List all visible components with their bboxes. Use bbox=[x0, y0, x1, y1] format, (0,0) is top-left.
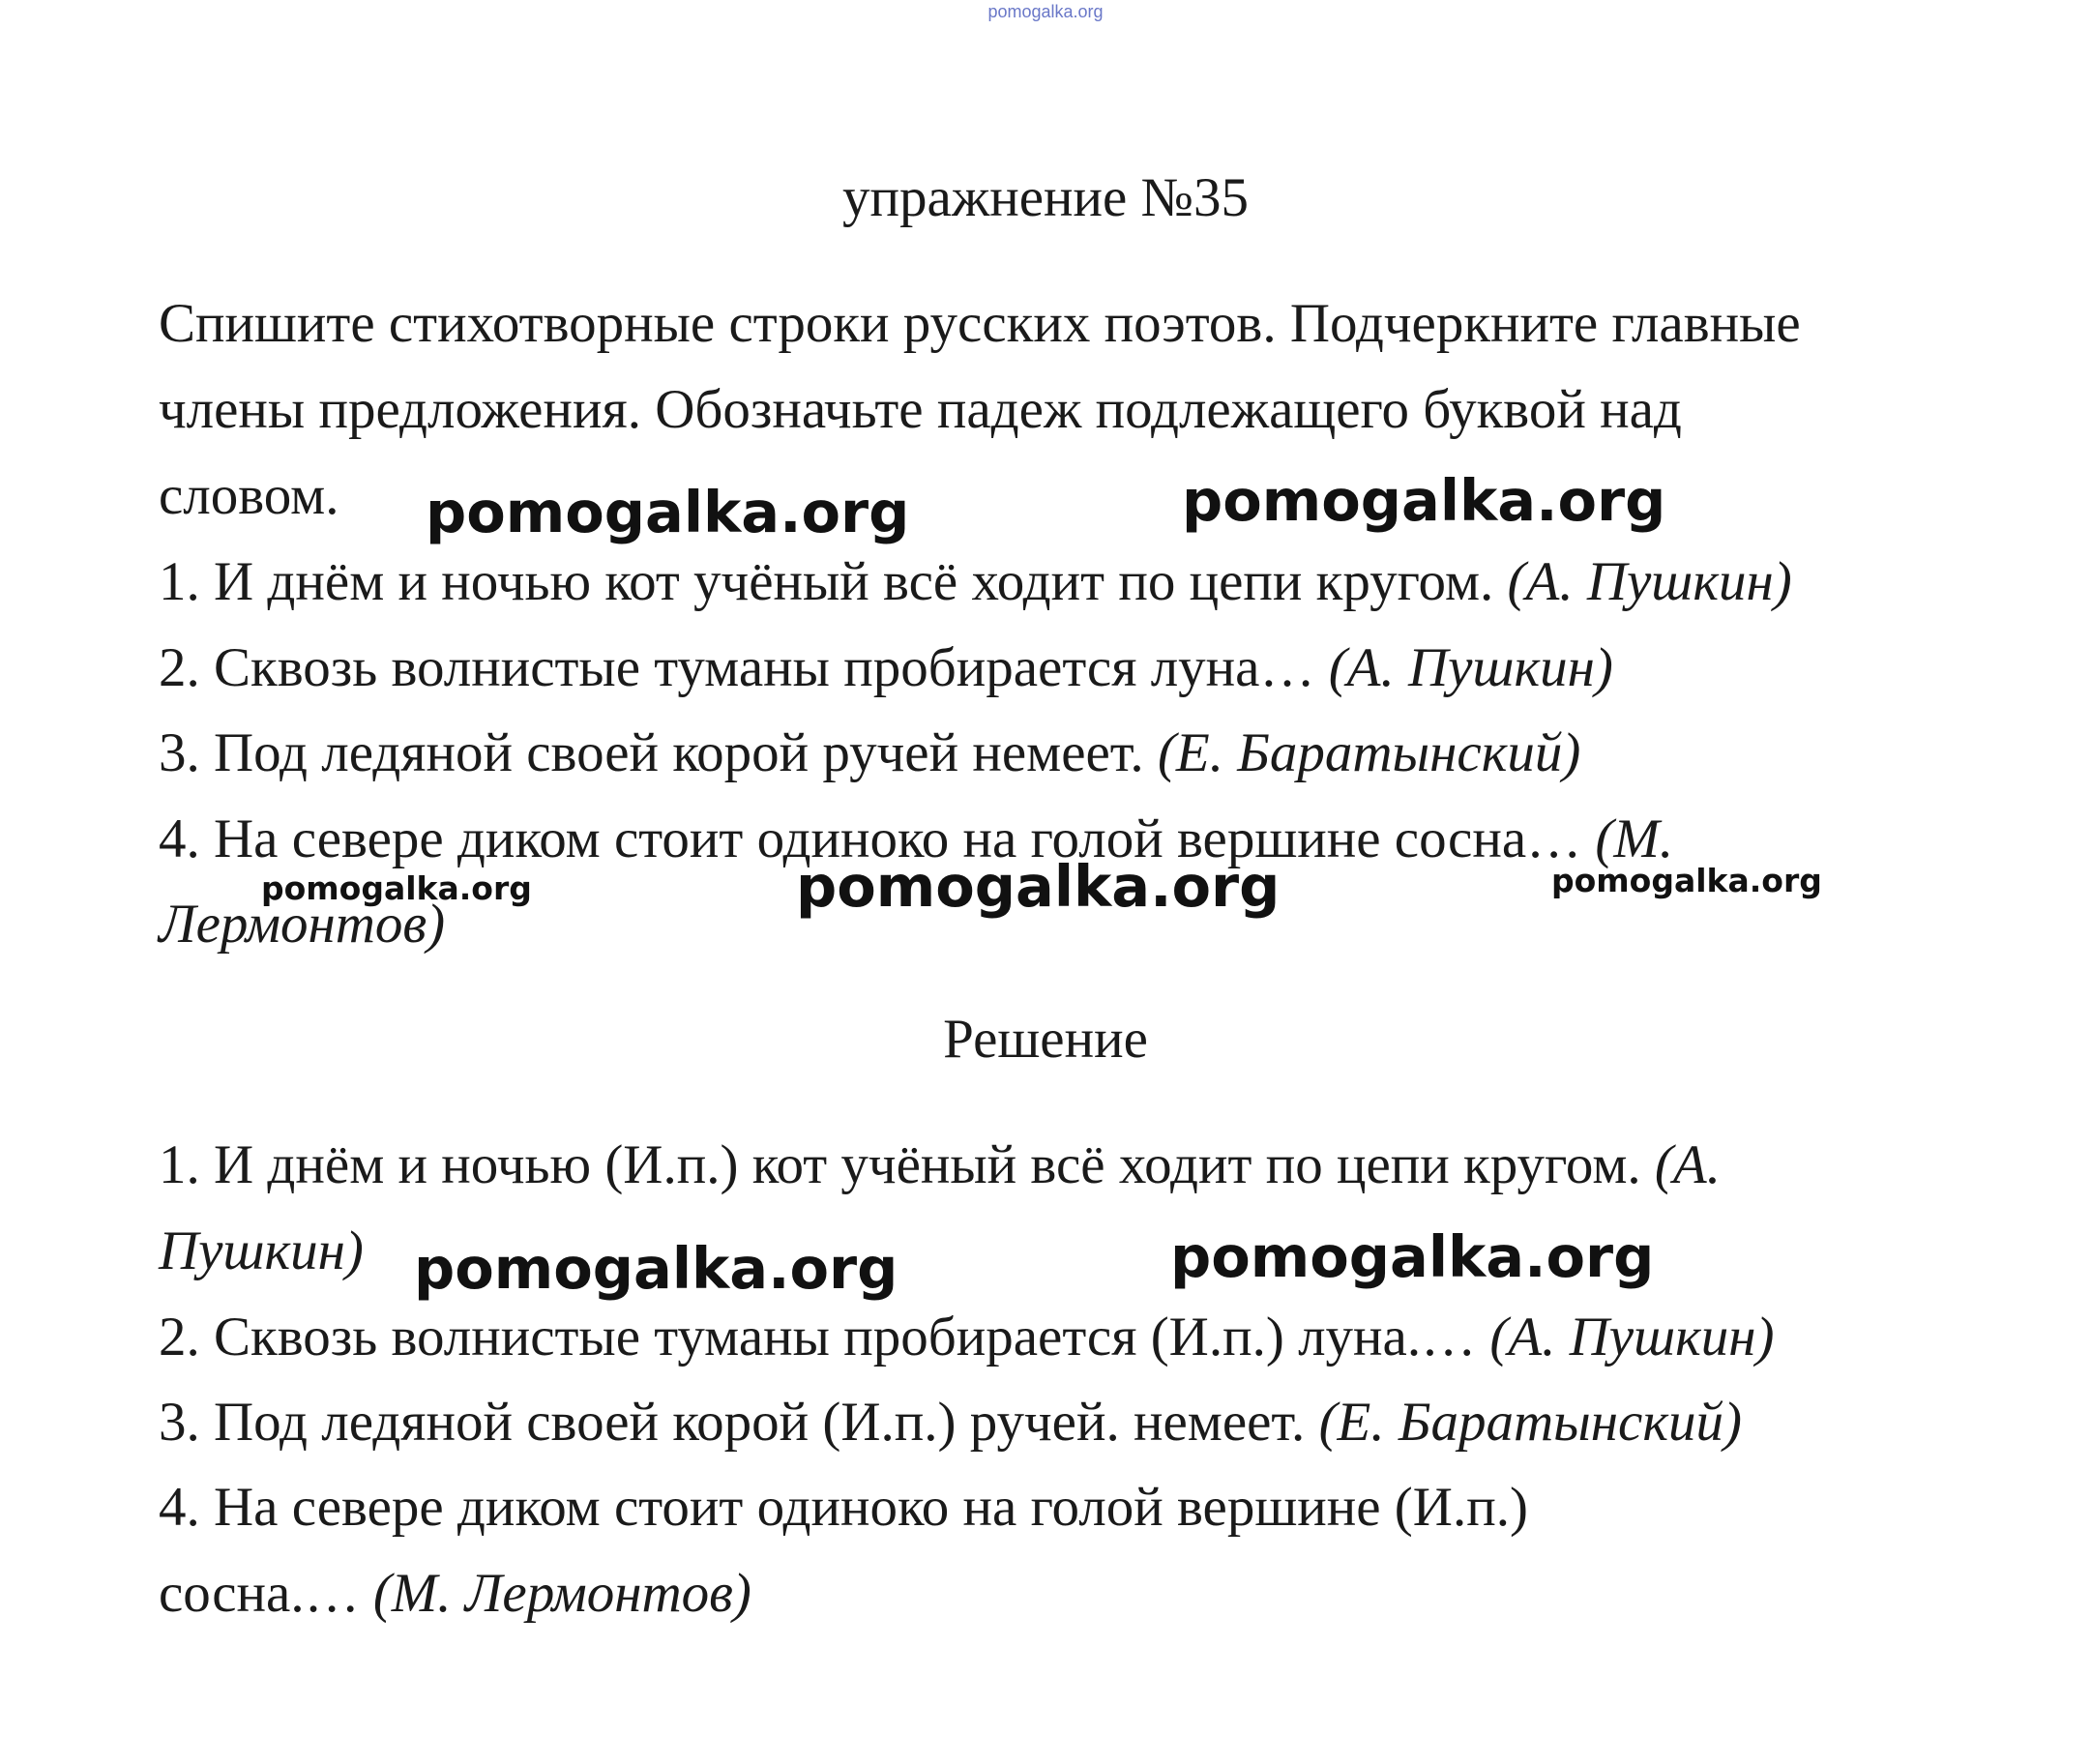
exercise-item-1 bbox=[159, 551, 1792, 612]
solution-item-2-author: (А. Пушкин) bbox=[1489, 1307, 1775, 1367]
top-watermark: pomogalka.org bbox=[987, 2, 1104, 21]
exercise-item-4-author-part2: Лермонтов) bbox=[159, 894, 446, 955]
solution-item-2 bbox=[159, 1309, 1775, 1365]
exercise-item-2-author: (А. Пушкин) bbox=[1328, 637, 1613, 698]
exercise-item-1-author: (А. Пушкин) bbox=[1507, 551, 1792, 612]
watermark: pomogalka.org bbox=[426, 479, 910, 545]
solution-item-3 bbox=[159, 1392, 1742, 1453]
exercise-item-3 bbox=[159, 722, 1581, 783]
solution-item-4-author: (М. Лермонтов) bbox=[372, 1563, 751, 1624]
exercise-item-1-text: 1. И днём и ночью кот учёный всё ходит по цепи кругом. bbox=[159, 551, 1494, 612]
solution-item-1 bbox=[159, 1134, 1721, 1195]
exercise-item-3-text: 3. Под ледяной своей корой ручей немеет. bbox=[159, 722, 1144, 783]
solution-item-1-author-part2: Пушкин) bbox=[159, 1220, 364, 1281]
task-line-3: словом. bbox=[159, 465, 339, 526]
exercise-item-2-text: 2. Сквозь волнистые туманы пробирается луна… bbox=[159, 637, 1315, 698]
exercise-item-3-author: (Е. Баратынский) bbox=[1157, 722, 1581, 783]
task-line-2: члены предложения. Обозначьте падеж подлежащего буквой над bbox=[159, 379, 1682, 440]
watermark: pomogalka.org bbox=[796, 853, 1281, 920]
page-title: упражнение №35 bbox=[842, 167, 1249, 228]
solution-item-4: 4. На севере диком стоит одиноко на голой вершине (И.п.) bbox=[159, 1477, 1528, 1538]
solution-item-1-author-part1: (А. bbox=[1654, 1134, 1721, 1195]
solution-item-2-text: 2. Сквозь волнистые туманы пробирается (И.п.) луна.… bbox=[159, 1307, 1477, 1367]
solution-item-3-text: 3. Под ледяной своей корой (И.п.) ручей. немеет. bbox=[159, 1392, 1306, 1453]
watermark: pomogalka.org bbox=[1551, 862, 1822, 899]
solution-item-4-cont bbox=[159, 1563, 751, 1624]
watermark: pomogalka.org bbox=[1182, 467, 1666, 534]
watermark: pomogalka.org bbox=[261, 869, 532, 907]
solution-item-4-text-cont: сосна.… bbox=[159, 1563, 360, 1624]
exercise-item-4-author-part1: (М. bbox=[1595, 808, 1674, 869]
solution-item-3-author: (Е. Баратынский) bbox=[1318, 1392, 1742, 1453]
solution-item-1-text: 1. И днём и ночью (И.п.) кот учёный всё ходит по цепи кругом. bbox=[159, 1134, 1641, 1195]
solution-heading: Решение bbox=[943, 1009, 1148, 1070]
watermark: pomogalka.org bbox=[414, 1235, 898, 1302]
task-line-1: Спишите стихотворные строки русских поэтов. Подчеркните главные bbox=[159, 293, 1801, 354]
exercise-item-4-text: 4. На севере диком стоит одиноко на голой вершине сосна… bbox=[159, 808, 1582, 869]
exercise-item-2 bbox=[159, 637, 1613, 698]
watermark: pomogalka.org bbox=[1170, 1223, 1655, 1290]
